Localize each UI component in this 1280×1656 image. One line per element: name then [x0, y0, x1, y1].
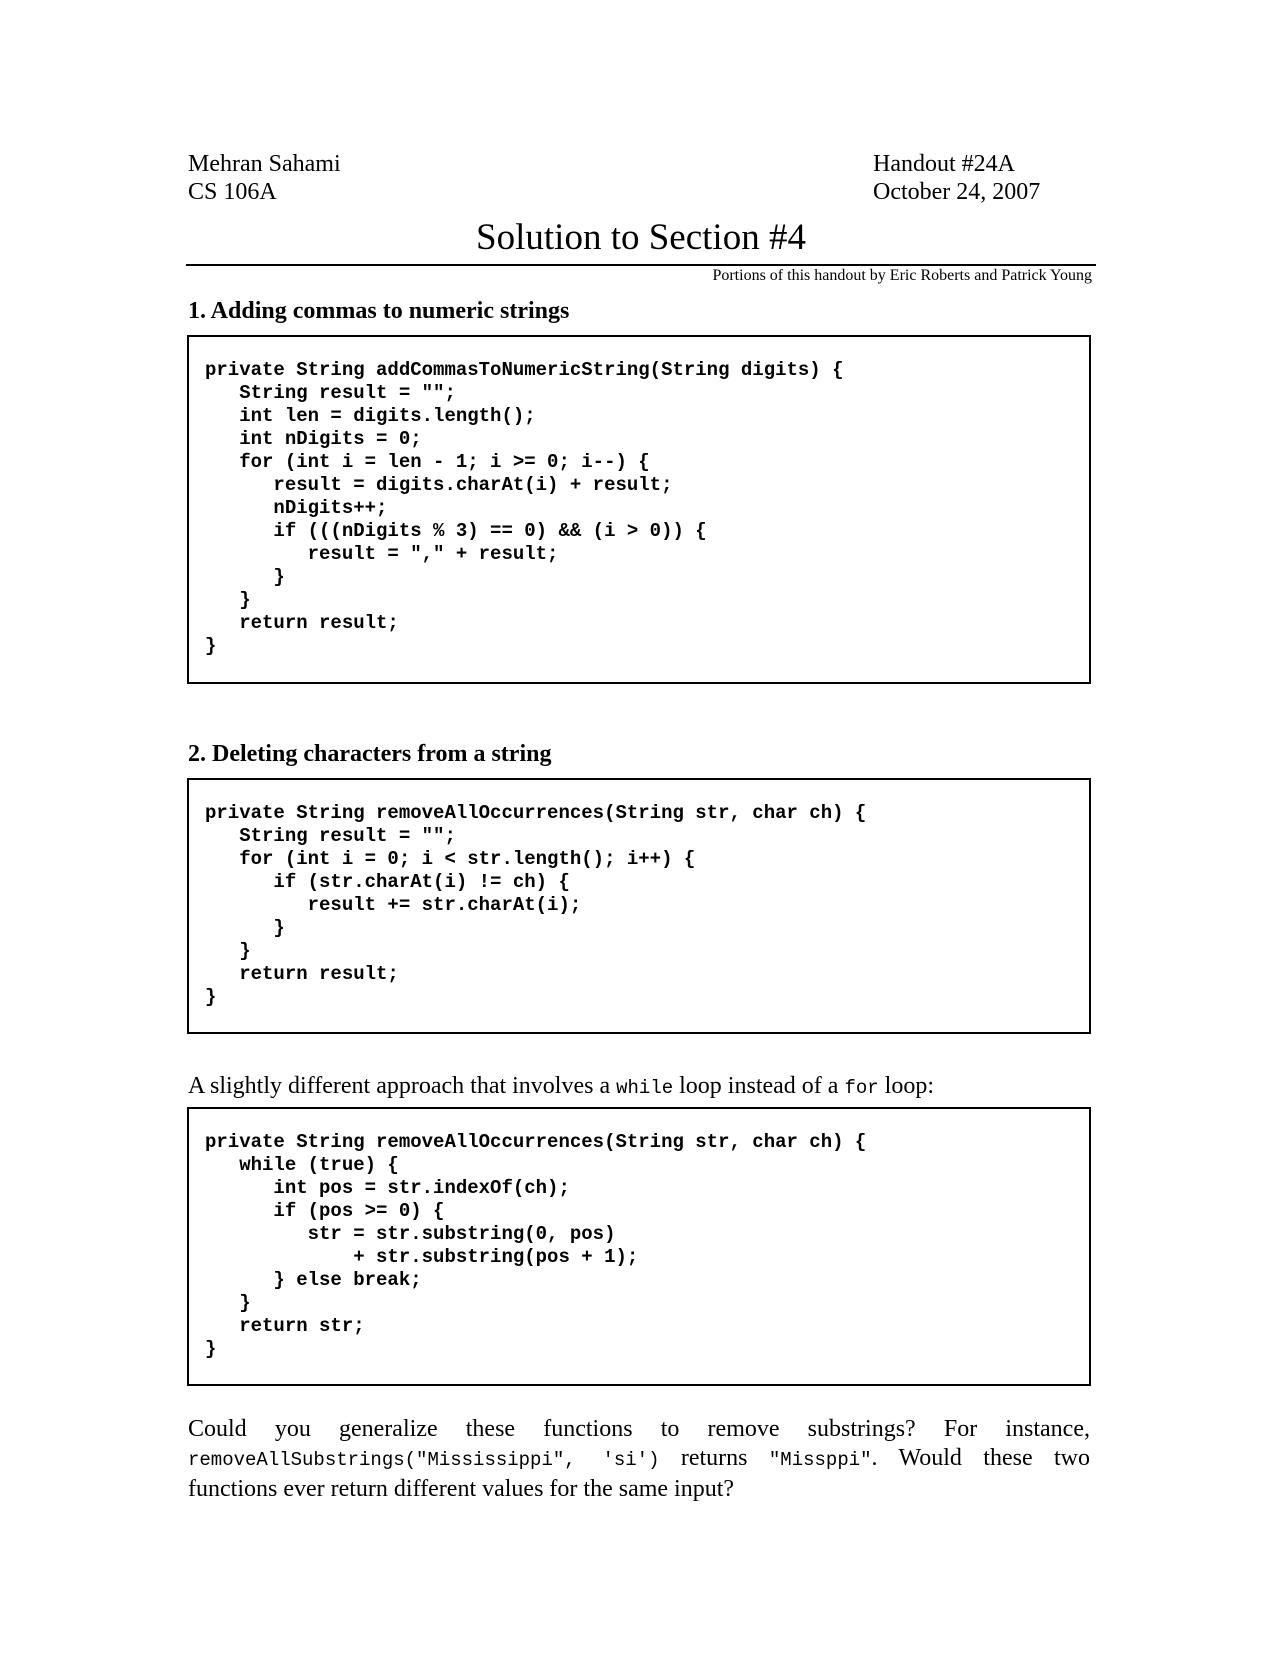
alt-intro-code-for: for	[844, 1077, 879, 1099]
alt-intro-code-while: while	[616, 1077, 674, 1099]
credit-line: Portions of this handout by Eric Roberts and Patrick Young	[712, 267, 1092, 284]
closing-code-result: "Missppi"	[768, 1449, 872, 1471]
course-name: CS 106A	[188, 179, 277, 205]
section-1-heading: 1. Adding commas to numeric strings	[188, 298, 570, 324]
header-left	[188, 150, 341, 206]
alternative-code-box	[187, 1107, 1091, 1386]
header-right	[873, 150, 1040, 206]
section-2-code-box	[187, 778, 1091, 1034]
handout-date: October 24, 2007	[873, 179, 1041, 205]
alt-intro-part2: loop instead of a	[673, 1073, 845, 1099]
alternative-code: private String removeAllOccurrences(String str, char ch) { while (true) { int pos = str.indexOf(ch); if (pos >= 0) { str = str.substring(0, pos) + str.substring(pos + 1); } else break; } return str; }	[205, 1131, 867, 1360]
handout-number: Handout #24A	[873, 151, 1015, 177]
closing-rest: . Would these two functions ever return different values for the same input?	[188, 1445, 1090, 1502]
section-2-heading: 2. Deleting characters from a string	[188, 741, 552, 767]
section-1-code: private String addCommasToNumericString(String digits) { String result = ""; int len = digits.length(); int nDigits = 0; for (int i = len - 1; i >= 0; i--) { result = digits.charAt(i) + result; nDigits++; if (((nDigits % 3) == 0) && (i > 0)) { result = "," + result; } } return result; }	[205, 359, 844, 657]
closing-paragraph	[188, 1415, 1090, 1504]
page-title: Solution to Section #4	[476, 217, 806, 258]
closing-returns: returns	[659, 1445, 769, 1471]
section-2-code: private String removeAllOccurrences(String str, char ch) { String result = ""; for (int i = 0; i < str.length(); i++) { if (str.charAt(i) != ch) { result += str.charAt(i); } } return result; }	[205, 802, 867, 1008]
author-name: Mehran Sahami	[188, 151, 341, 177]
alternative-intro	[188, 1072, 1090, 1103]
alt-intro-part3: loop:	[878, 1073, 934, 1099]
closing-line-1: Could you generalize these functions to remove substrings? For instance,	[188, 1416, 1090, 1442]
closing-code-call: removeAllSubstrings("Mississippi", 'si')	[188, 1449, 660, 1471]
alt-intro-part1: A slightly different approach that involves a	[188, 1073, 617, 1099]
section-1-code-box	[187, 335, 1091, 684]
